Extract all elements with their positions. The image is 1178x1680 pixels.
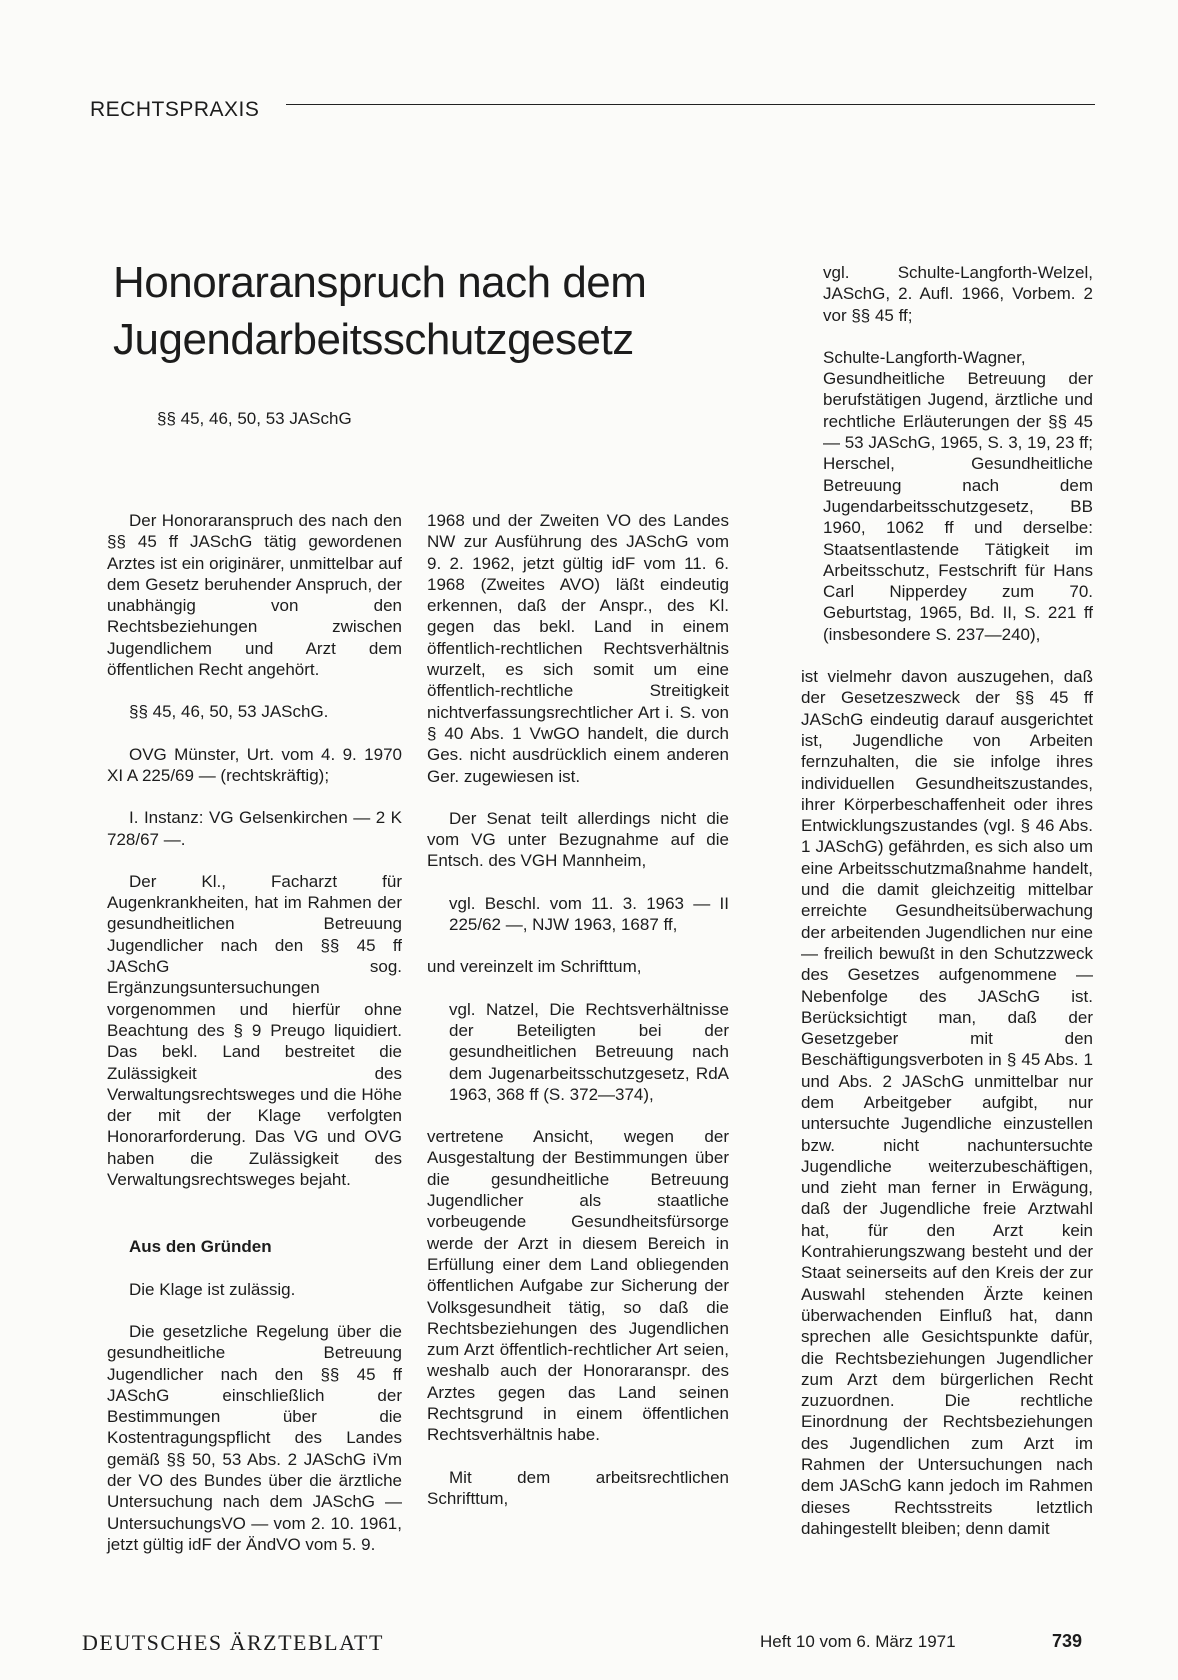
article-subtitle: §§ 45, 46, 50, 53 JASchG xyxy=(157,409,352,428)
header-rule xyxy=(286,104,1095,105)
page-number: 739 xyxy=(1052,1631,1083,1651)
body-paragraph: Die Klage ist zulässig. xyxy=(129,1279,296,1299)
body-paragraph: ist vielmehr davon auszugehen, daß der Gesetzeszweck der §§ 45 ff JASchG eindeutig darauf ausgerichtet ist, Jugendliche von Arbeiten fernzuhalten, die sie infolge ihres individuellen Gesundheitszustandes, ihrer Körperbeschaffenheit oder ihres Entwicklungszustandes (vgl. § 46 Abs. 1 JASchG) gefährden, es sich also um eine Arbeitsschutzmaßnahme handelt, und die damit gleichzeitig mittelbar erreichte Gesundheitsüberwachung der arbeitenden Jugendlichen nur eine — freilich bewußt in den Schutzzweck des Gesetzes aufgenommene — Nebenfolge des JASchG ist. Berücksichtigt man, daß der Gesetzgeber mit den Beschäftigungsverboten in § 45 Abs. 1 und Abs. 2 JASchG unmittelbar nur dem Arbeitgeber aufgibt, nur untersuchte Jugendliche einzustellen bzw. nicht nachuntersuchte Jugendliche weiterzubeschäftigen, und zieht man ferner in Erwägung, daß der Jugendliche freie Arztwahl hat, für den Arzt kein Kontrahierungszwang besteht und der Staat seinerseits auf den Kreis der zur Auswahl stehenden Ärzte keinen überwachenden Einfluß hat, dann sprechen alle Gesichtspunkte dafür, die Rechtsbeziehungen Jugendlicher zum Arzt dem bürgerlichen Recht zuzuordnen. Die rechtliche Einordnung der Rechtsbeziehungen des Jugendlichen zum Arzt im Rahmen der Untersuchungen nach dem JASchG kann jedoch im Rahmen dieses Rechtsstreits letztlich dahingestellt bleiben; denn damit xyxy=(801,667,1093,1538)
body-paragraph: vertretene Ansicht, wegen der Ausgestaltung der Bestimmungen über die gesundheitliche Betreuung Jugendlicher als staatliche vorbeugende Gesundheitsfürsorge werde der Arzt in diesem Bereich in Erfüllung einer dem Land obliegenden öffentlichen Aufgabe zur Sicherung der Volksgesundheit tätig, so daß die Rechtsbeziehungen des Jugendlichen zum Arzt öffentlich-rechtlicher Art seien, weshalb auch der Honoraranspr. des Arztes gegen das Land seinen Rechtsgrund in einem öffentlichen Rechtsverhältnis habe. xyxy=(427,1127,729,1445)
reference-quote: vgl. Schulte-Langforth-Welzel, JASchG, 2. Aufl. 1966, Vorbem. 2 vor §§ 45 ff; xyxy=(823,263,1093,325)
section-heading: Aus den Gründen xyxy=(129,1237,272,1257)
article-title-line: Honoraranspruch nach dem xyxy=(113,258,647,307)
article-title xyxy=(113,254,733,368)
headnote-paragraph: Der Honoraranspruch des nach den §§ 45 ff JASchG tätig gewordenen Arztes ist ein originärer, unmittelbar auf dem Gesetz beruhender Anspruch, der unabhängig von den Rechtsbeziehungen zwischen Jugendlichem und Arzt dem öffentlichen Recht angehört. xyxy=(107,511,402,680)
body-paragraph: 1968 und der Zweiten VO des Landes NW zur Ausführung des JASchG vom 9. 2. 1962, jetzt gültig idF vom 11. 6. 1968 (Zweites AVO) läßt eindeutig erkennen, daß der Anspr., des Kl. gegen das bekl. Land in einem öffentlich-rechtlichen Rechtsverhältnis wurzelt, es sich somit um eine öffentlich-rechtliche Streitigkeit nichtverfassungsrechtlicher Art i. S. von § 40 Abs. 1 VwGO handelt, die durch Ges. nicht ausdrücklich einem anderen Ger. zugewiesen ist. xyxy=(427,511,729,786)
text-column-2 xyxy=(427,510,729,1530)
article-title-line: Jugendarbeitsschutzgesetz xyxy=(113,315,634,364)
body-paragraph: Mit dem arbeitsrechtlichen Schrifttum, xyxy=(427,1467,729,1508)
norm-citation: §§ 45, 46, 50, 53 JASchG. xyxy=(129,702,329,722)
facts-paragraph: Der Kl., Facharzt für Augenkrankheiten, hat im Rahmen der gesundheitlichen Betreuung Jugendlicher nach den §§ 45 ff JASchG sog. Ergänzungsuntersuchungen vorgenommen und hierfür ohne Beachtung des § 9 Preugo liquidiert. Das bekl. Land bestreitet die Zulässigkeit des Verwaltungsrechtsweges und die Höhe der mit der Klage verfolgten Honorarforderung. Das VG und OVG haben die Zulässigkeit des Verwaltungsrechtsweges bejaht. xyxy=(107,871,402,1190)
reference-quote: vgl. Natzel, Die Rechtsverhältnisse der Beteiligten bei der gesundheitlichen Betreuung nach dem Jugenarbeitsschutzgesetz, RdA 1963, 368 ff (S. 372—374), xyxy=(449,999,729,1104)
journal-name: DEUTSCHES ÄRZTEBLATT xyxy=(82,1630,384,1655)
reference-quote: vgl. Beschl. vom 11. 3. 1963 — II 225/62 —, NJW 1963, 1687 ff, xyxy=(449,893,729,935)
text-column-1 xyxy=(107,510,402,1576)
body-paragraph: Die gesetzliche Regelung über die gesundheitliche Betreuung Jugendlicher nach den §§ 45 ff JASchG einschließlich der Bestimmungen über die Kostentragungspflicht des Landes gemäß §§ 50, 53 Abs. 2 JASchG iVm der VO des Bundes über die ärztliche Untersuchung nach dem JASchG — UntersuchungsVO — vom 2. 10. 1961, jetzt gültig idF der ÄndVO vom 5. 9. xyxy=(107,1321,402,1554)
court-citation: OVG Münster, Urt. vom 4. 9. 1970 XI A 225/69 — (rechtskräftig); xyxy=(107,744,402,785)
reference-quote: Schulte-Langforth-Wagner, Gesundheitliche Betreuung der berufstätigen Jugend, ärztliche und rechtliche Erläuterungen der §§ 45 — 53 JASchG, 1965, S. 3, 19, 23 ff; Herschel, Gesundheitliche Betreuung nach dem Jugendarbeitsschutzgesetz, BB 1960, 1062 ff und derselbe: Staatsentlastende Tätigkeit im Arbeitsschutz, Festschrift für Hans Carl Nipperdey zum 70. Geburtstag, 1965, Bd. II, S. 221 ff (insbesondere S. 237—240), xyxy=(823,347,1093,644)
lower-court-citation: I. Instanz: VG Gelsenkirchen — 2 K 728/67 —. xyxy=(107,808,402,849)
issue-info: Heft 10 vom 6. März 1971 xyxy=(760,1632,956,1651)
section-label: RECHTSPRAXIS xyxy=(90,98,260,121)
text-column-3 xyxy=(801,262,1093,1560)
body-paragraph: und vereinzelt im Schrifttum, xyxy=(427,957,642,977)
body-paragraph: Der Senat teilt allerdings nicht die vom VG unter Bezugnahme auf die Entsch. des VGH Mannheim, xyxy=(427,808,729,871)
